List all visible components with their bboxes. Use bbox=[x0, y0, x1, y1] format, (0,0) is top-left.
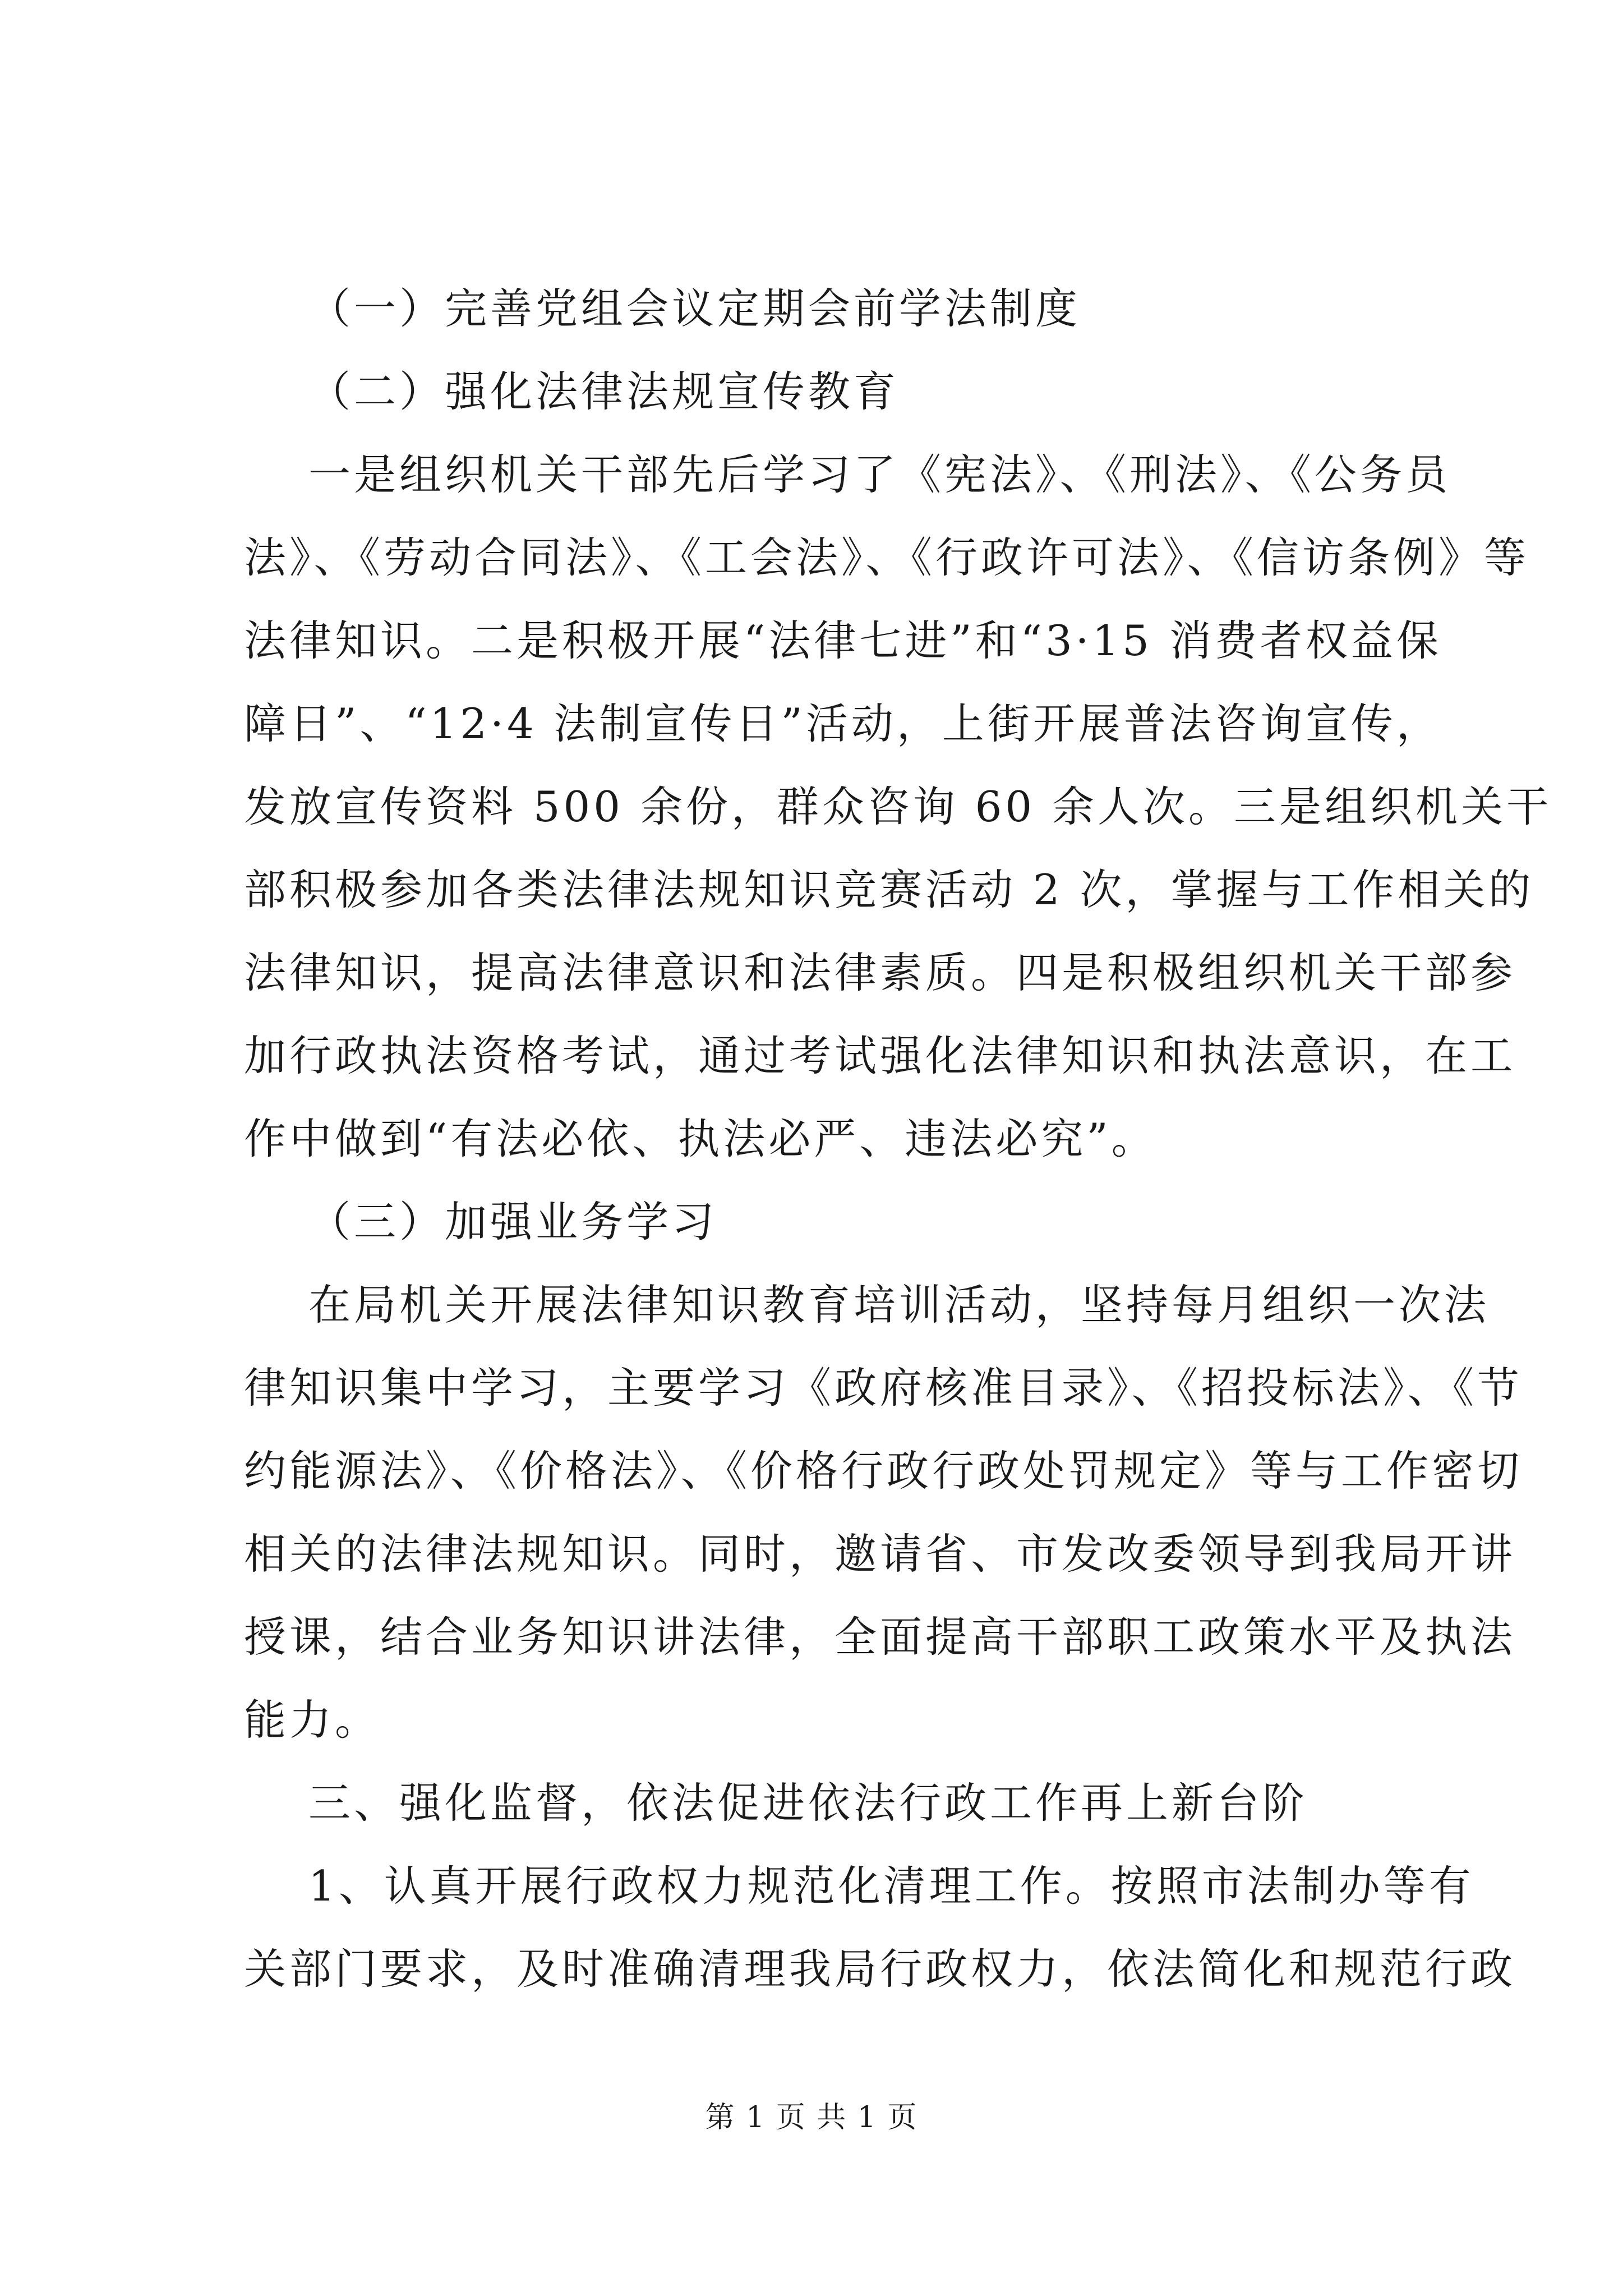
section-three-heading: 三、强化监督，依法促进依法行政工作再上新台阶 bbox=[308, 1778, 1308, 1828]
paragraph-line: 能力。 bbox=[244, 1695, 381, 1745]
paragraph-line: 约能源法》、《价格法》、《价格行政行政处罚规定》等与工作密切 bbox=[244, 1446, 1523, 1496]
paragraph-line: 律知识集中学习，主要学习《政府核准目录》、《招投标法》、《节 bbox=[244, 1363, 1523, 1412]
paragraph-line: 相关的法律法规知识。同时，邀请省、市发改委领导到我局开讲 bbox=[244, 1529, 1516, 1579]
paragraph-line: 1、认真开展行政权力规范化清理工作。按照市法制办等有 bbox=[308, 1861, 1474, 1911]
heading-line: （一）完善党组会议定期会前学法制度 bbox=[308, 284, 1081, 333]
paragraph-line: 在局机关开展法律知识教育培训活动，坚持每月组织一次法 bbox=[308, 1280, 1490, 1329]
paragraph-line: 发放宣传资料 500 余份，群众咨询 60 余人次。三是组织机关干 bbox=[244, 782, 1552, 831]
paragraph-line: 障日”、“12·4 法制宣传日”活动，上街开展普法咨询宣传， bbox=[244, 699, 1442, 748]
heading-line: （二）强化法律法规宣传教育 bbox=[308, 367, 900, 416]
paragraph-line: 关部门要求，及时准确清理我局行政权力，依法简化和规范行政 bbox=[244, 1944, 1516, 1994]
paragraph-line: 作中做到“有法必依、执法必严、违法必究”。 bbox=[244, 1114, 1157, 1163]
paragraph-line: 授课，结合业务知识讲法律，全面提高干部职工政策水平及执法 bbox=[244, 1612, 1516, 1662]
paragraph-line: 一是组织机关干部先后学习了《宪法》、《刑法》、《公务员 bbox=[308, 450, 1451, 499]
paragraph-line: 法律知识。二是积极开展“法律七进”和“3·15 消费者权益保 bbox=[244, 616, 1442, 665]
paragraph-line: 部积极参加各类法律法规知识竞赛活动 2 次，掌握与工作相关的 bbox=[244, 865, 1534, 914]
paragraph-line: 法》、《劳动合同法》、《工会法》、《行政许可法》、《信访条例》等 bbox=[244, 533, 1530, 582]
paragraph-line: 法律知识，提高法律意识和法律素质。四是积极组织机关干部参 bbox=[244, 948, 1516, 997]
paragraph-line: 加行政执法资格考试，通过考试强化法律知识和执法意识，在工 bbox=[244, 1031, 1516, 1080]
heading-line: （三）加强业务学习 bbox=[308, 1197, 718, 1246]
page-number-footer: 第 1 页 共 1 页 bbox=[705, 2101, 918, 2134]
